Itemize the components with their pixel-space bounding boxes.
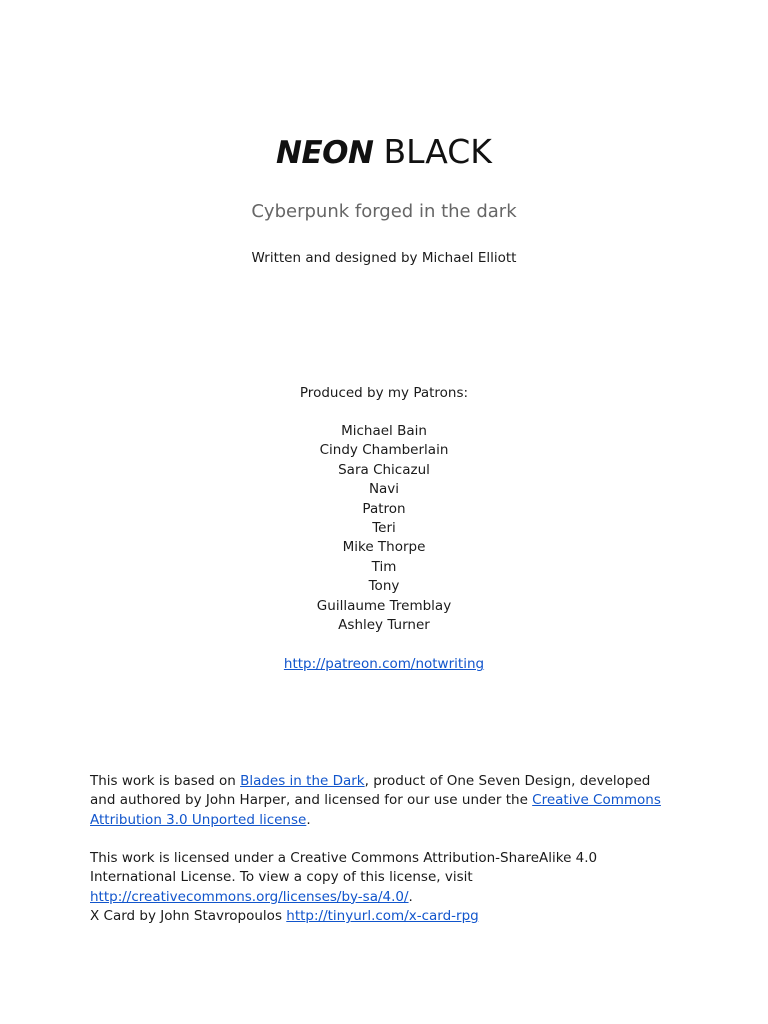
patrons-heading: Produced by my Patrons: (299, 385, 469, 401)
license-text: This work is licensed under a Creative Commons Attribution-ShareAlike 4.0 International License. To view a copy of this license, visit (90, 850, 598, 886)
patrons-section (0, 383, 768, 674)
license-text-end: . (408, 888, 413, 905)
list-item: Ashley Turner (338, 616, 430, 633)
license-paragraph (90, 849, 680, 907)
page-title (0, 130, 768, 175)
page-subtitle: Cyberpunk forged in the dark (251, 201, 517, 222)
blades-in-the-dark-link[interactable]: Blades in the Dark (240, 773, 365, 789)
list-item: Michael Bain (341, 423, 427, 439)
author-byline: Written and designed by Michael Elliott (251, 250, 517, 266)
attribution-text-end: . (306, 811, 311, 828)
list-item: Cindy Chamberlain (319, 442, 449, 459)
list-item: Navi (368, 481, 400, 498)
title-neon: NEON (276, 135, 374, 171)
x-card-text: X Card by John Stavropoulos (90, 908, 287, 924)
list-item: Mike Thorpe (342, 539, 426, 556)
list-item: Sara Chicazul (338, 461, 430, 478)
attribution-paragraph (90, 772, 680, 830)
attribution-text-start: This work is based on (90, 773, 241, 789)
cc-by-sa-license-link[interactable]: http://creativecommons.org/licenses/by-sa/4.0/ (90, 888, 409, 905)
cc-attribution-license-link[interactable]: Creative Commons Attribution 3.0 Unported license (90, 792, 661, 828)
list-item: Guillaume Tremblay (316, 597, 452, 614)
x-card-link[interactable]: http://tinyurl.com/x-card-rpg (286, 908, 479, 924)
attribution-text-middle: , product of One Seven Design, developed and authored by John Harper, and licensed for our use under the (90, 773, 651, 809)
list-item: Teri (372, 519, 396, 536)
title-black: BLACK (383, 132, 492, 171)
patrons-list (0, 422, 768, 635)
patreon-link[interactable]: http://patreon.com/notwriting (283, 656, 485, 673)
list-item: Patron (362, 500, 406, 517)
list-item: Tony (368, 578, 400, 595)
list-item: Tim (371, 558, 397, 575)
x-card-paragraph (90, 907, 680, 926)
